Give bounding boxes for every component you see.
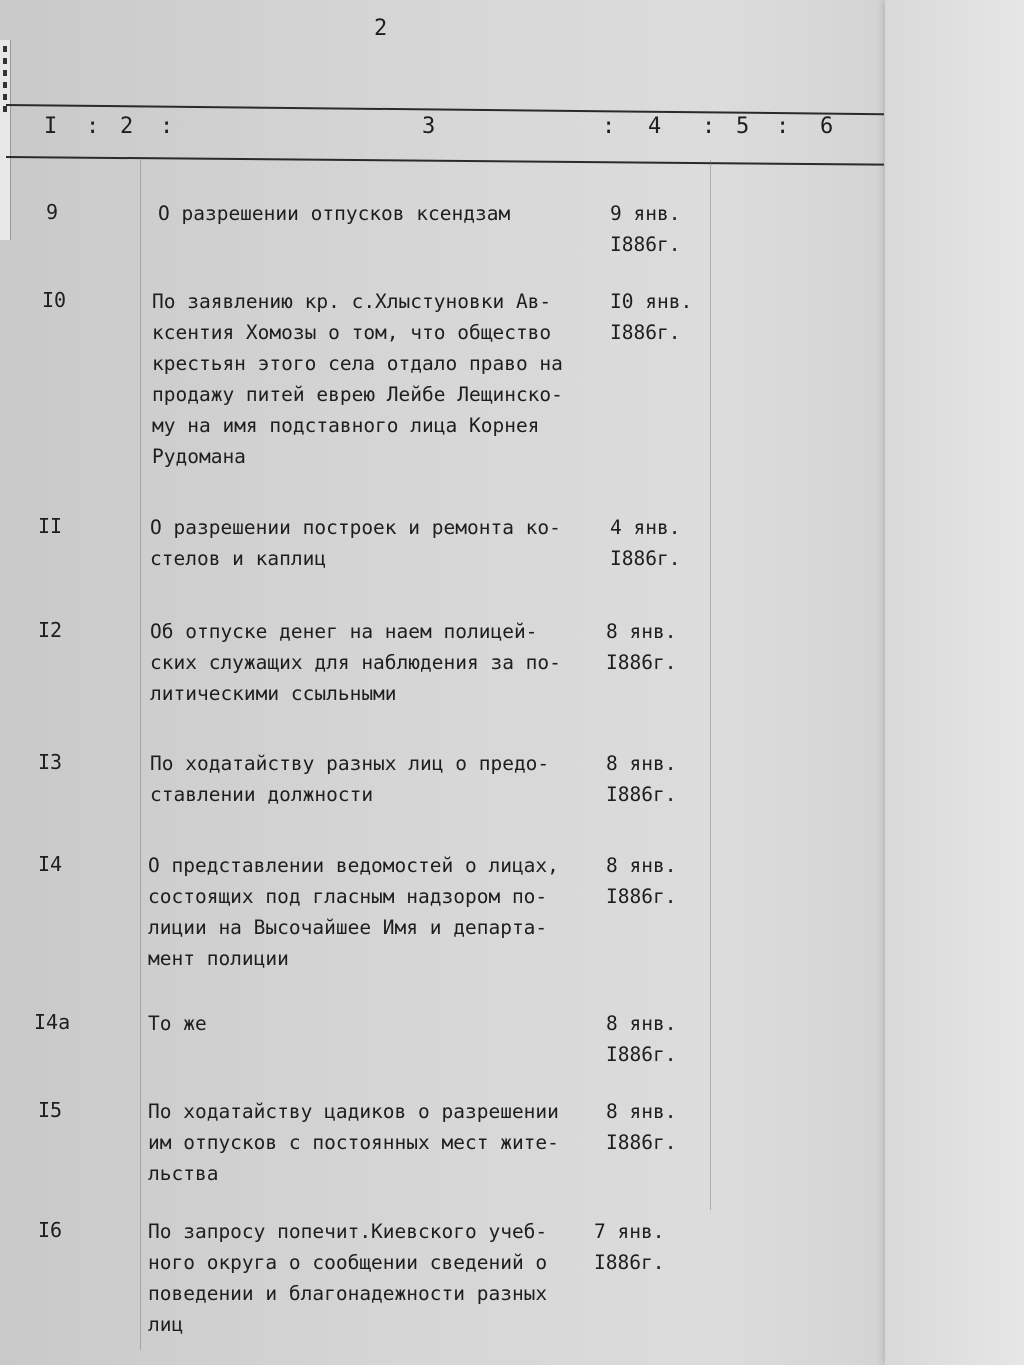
entry-date <box>606 616 676 678</box>
col-sep: : <box>86 114 100 139</box>
entry-title-line: литическими ссыльными <box>150 682 397 705</box>
entry-date-line: I886г. <box>606 783 677 806</box>
entry-date-line: 8 янв. <box>606 752 677 775</box>
entry-title <box>150 512 610 574</box>
binding-strip <box>0 40 11 240</box>
entry-date <box>610 286 692 348</box>
entry-title <box>148 1008 608 1039</box>
entry-date-line: I886г. <box>606 651 677 674</box>
entry-number: I5 <box>38 1098 63 1122</box>
entry-title-line: По ходатайству цадиков о разрешении <box>148 1100 559 1123</box>
entry-title-line: Об отпуске денег на наем полицей- <box>150 620 538 643</box>
entry-number: I6 <box>38 1218 63 1242</box>
entry-title-line: Рудомана <box>152 445 246 468</box>
entry-title-line: стелов и каплиц <box>150 547 327 570</box>
entry-date <box>606 1008 676 1070</box>
entry-title-line: лиции на Высочайшее Имя и департа- <box>148 916 548 939</box>
col-3-label: 3 <box>422 114 436 139</box>
entry-date-line: 8 янв. <box>606 854 677 877</box>
entry-date-line: I0 янв. <box>610 290 693 313</box>
entry-title-line: О разрешении построек и ремонта ко- <box>150 516 561 539</box>
column-divider <box>710 160 711 1210</box>
col-sep: : <box>602 114 616 139</box>
col-1-label: I <box>44 114 58 139</box>
entry-date-line: 8 янв. <box>606 1100 677 1123</box>
entry-title-line: О представлении ведомостей о лицах, <box>148 854 559 877</box>
entry-title-line: мент полиции <box>148 947 289 970</box>
entry-date-line: I886г. <box>594 1251 665 1274</box>
entry-number: 9 <box>46 200 59 224</box>
entry-title <box>158 198 618 229</box>
entry-title <box>148 1096 608 1189</box>
col-sep: : <box>160 114 174 139</box>
col-2-label: 2 <box>120 114 134 139</box>
entry-title-line: лиц <box>148 1313 184 1336</box>
entry-date-line: 8 янв. <box>606 1012 677 1035</box>
entry-date-line: 7 янв. <box>594 1220 665 1243</box>
entry-date <box>606 850 676 912</box>
entry-title-line: ксентия Хомозы о том, что общество <box>152 321 552 344</box>
entry-title-line: му на имя подставного лица Корнея <box>152 414 540 437</box>
entry-date-line: I886г. <box>606 885 677 908</box>
entry-title-line: льства <box>148 1162 219 1185</box>
entry-title-line: ставлении должности <box>150 783 374 806</box>
col-5-label: 5 <box>736 114 750 139</box>
entry-number: I3 <box>38 750 63 774</box>
entry-number: I4а <box>34 1010 71 1034</box>
col-sep: : <box>702 114 716 139</box>
entry-date <box>606 1096 676 1158</box>
entry-title <box>150 748 610 810</box>
entry-title-line: поведении и благонадежности разных <box>148 1282 548 1305</box>
page-number: 2 <box>374 16 388 41</box>
entry-title-line: им отпусков с постоянных мест жите- <box>148 1131 559 1154</box>
entry-title-line: О разрешении отпусков ксендзам <box>158 202 511 225</box>
entry-title <box>150 616 610 709</box>
col-4-label: 4 <box>648 114 662 139</box>
entry-date-line: I886г. <box>606 1131 677 1154</box>
entry-title-line: состоящих под гласным надзором по- <box>148 885 548 908</box>
entry-title-line: По запросу попечит.Киевского учеб- <box>148 1220 548 1243</box>
entry-title <box>148 850 608 974</box>
entry-date-line: I886г. <box>610 321 681 344</box>
entry-date-line: I886г. <box>606 1043 677 1066</box>
entry-date <box>606 748 676 810</box>
entry-title-line: То же <box>148 1012 207 1035</box>
entry-date <box>610 512 680 574</box>
entry-title-line: крестьян этого села отдало право на <box>152 352 563 375</box>
entry-title-line: ских служащих для наблюдения за по- <box>150 651 561 674</box>
entry-date <box>594 1216 664 1278</box>
entry-title-line: ного округа о сообщении сведений о <box>148 1251 548 1274</box>
entry-title-line: По ходатайству разных лиц о предо- <box>150 752 550 775</box>
entry-title-line: продажу питей еврею Лейбе Лещинско- <box>152 383 563 406</box>
entry-date-line: 8 янв. <box>606 620 677 643</box>
entry-date-line: 4 янв. <box>610 516 681 539</box>
col-sep: : <box>776 114 790 139</box>
entry-number: I4 <box>38 852 63 876</box>
entry-title <box>148 1216 608 1340</box>
page-right-margin <box>885 0 1024 1365</box>
entry-title <box>152 286 612 472</box>
entry-date <box>610 198 680 260</box>
column-divider <box>140 160 141 1350</box>
entry-date-line: I886г. <box>610 547 681 570</box>
entry-number: I0 <box>42 288 67 312</box>
entry-date-line: 9 янв. <box>610 202 681 225</box>
entry-title-line: По заявлению кр. с.Хлыстуновки Ав- <box>152 290 552 313</box>
entry-number: I2 <box>38 618 63 642</box>
entry-number: II <box>38 514 63 538</box>
col-6-label: 6 <box>820 114 834 139</box>
entry-date-line: I886г. <box>610 233 681 256</box>
